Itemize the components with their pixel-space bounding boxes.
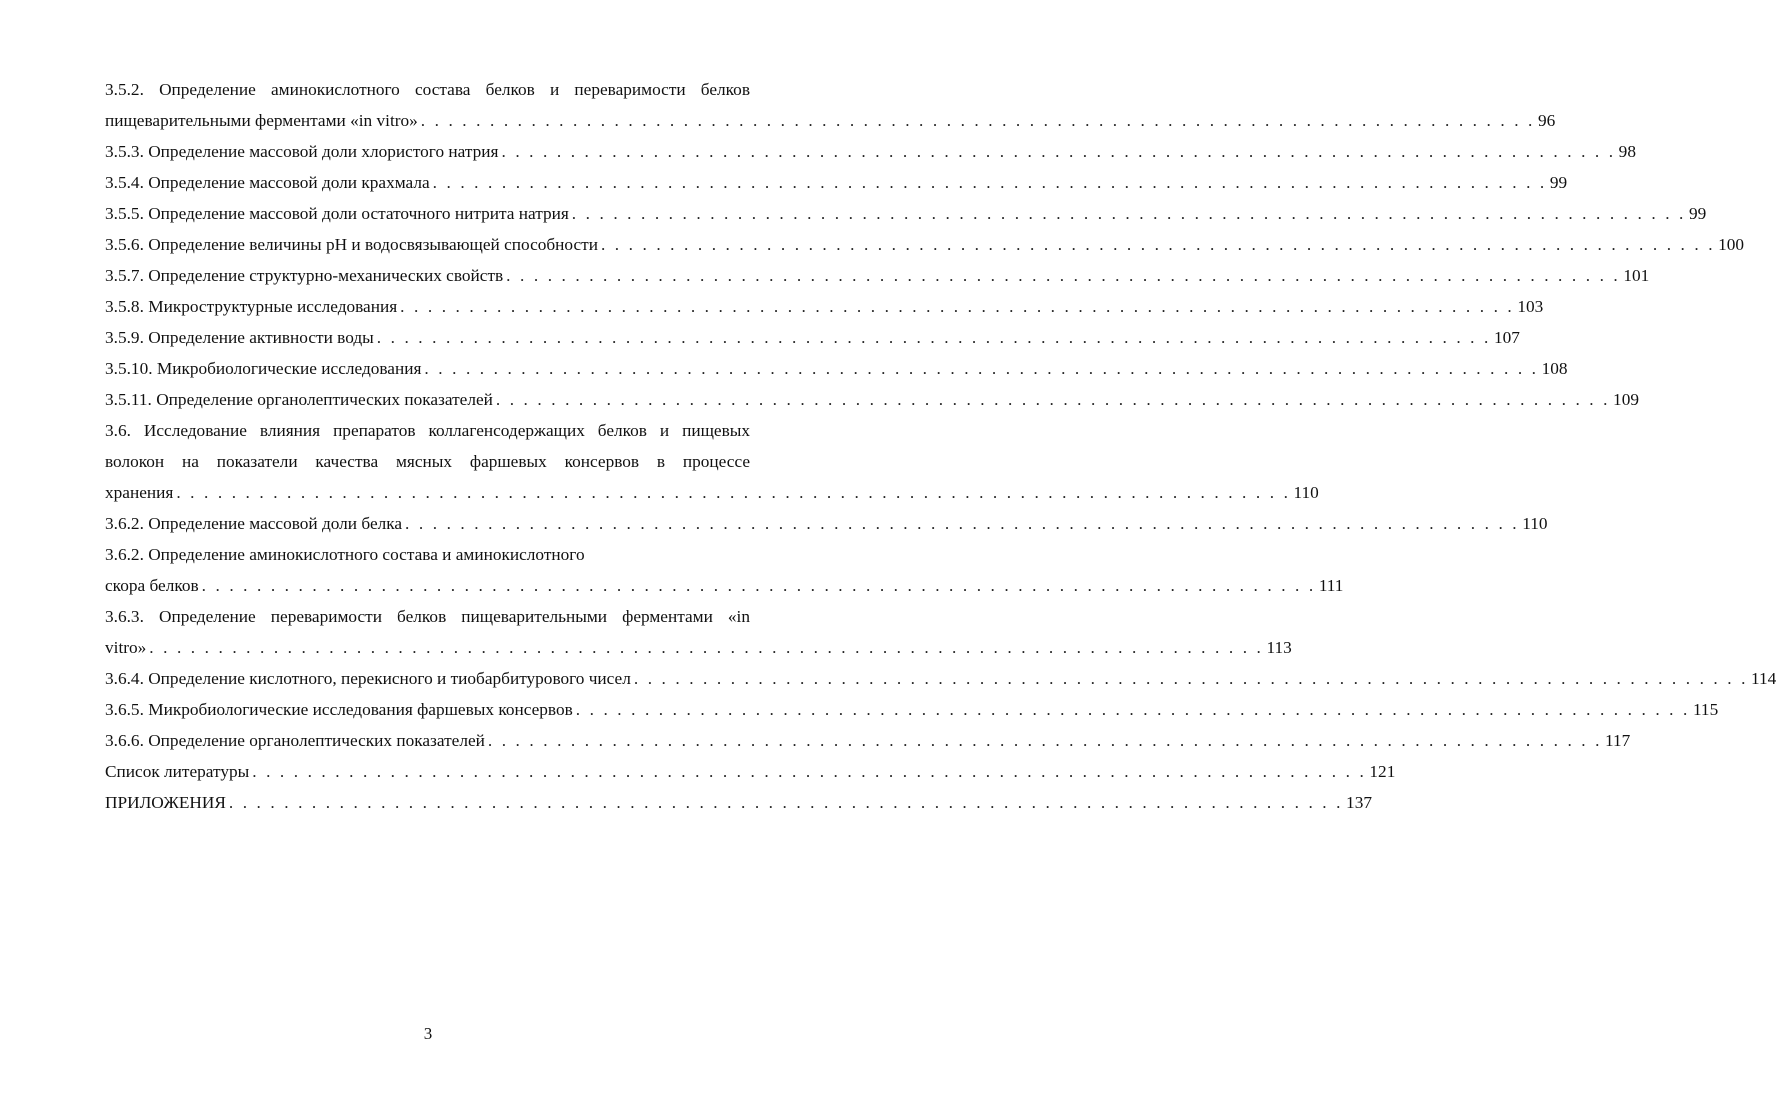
toc-entry: [105, 291, 1544, 322]
toc-page-number: 107: [1493, 328, 1520, 347]
leader-dots: . . . . . . . . . . . . . . . . . . . . . . . . . . . . . . . . . . . . . . . . . . . . . . . . . . . . . . . . . . . . . . . . . . . . . . . . . . . . . . . . .: [400, 297, 1515, 316]
toc-entry: [105, 508, 1548, 539]
leader-dots: . . . . . . . . . . . . . . . . . . . . . . . . . . . . . . . . . . . . . . . . . . . . . . . . . . . . . . . . . . . . . . . . . . . . . . . . . . . . . . . . .: [571, 204, 1686, 223]
toc-entry-last-line: [105, 632, 1292, 663]
page-number: 3: [423, 1024, 433, 1043]
toc-page-number: 96: [1537, 111, 1556, 130]
toc-page-number: 110: [1293, 483, 1319, 502]
toc-page-number: 109: [1613, 390, 1639, 409]
toc-page-number: 98: [1618, 142, 1636, 161]
leader-dots: . . . . . . . . . . . . . . . . . . . . . . . . . . . . . . . . . . . . . . . . . . . . . . . . . . . . . . . . . . . . . . . . . . . . . . . . . . . . . . . . .: [424, 359, 1539, 378]
toc-entry: [105, 260, 1650, 291]
toc-entry-title: 3.5.11. Определение органолептических показателей: [105, 390, 493, 409]
toc-entry-last-line: [105, 136, 1636, 167]
toc-entry-title: 3.5.3. Определение массовой доли хлористого натрия: [105, 142, 499, 161]
leader-dots: . . . . . . . . . . . . . . . . . . . . . . . . . . . . . . . . . . . . . . . . . . . . . . . . . . . . . . . . . . . . . . . . . . . . . . . . . . . . . . . . .: [495, 390, 1611, 409]
toc-entry-last-line: [105, 167, 1568, 198]
leader-dots: . . . . . . . . . . . . . . . . . . . . . . . . . . . . . . . . . . . . . . . . . . . . . . . . . . . . . . . . . . . . . . . . . . . . . . . . . . . . . . . . .: [432, 173, 1547, 192]
toc-entry: [105, 725, 1631, 756]
toc-entry: [105, 663, 1776, 694]
toc-page-number: 108: [1541, 359, 1568, 378]
leader-dots: . . . . . . . . . . . . . . . . . . . . . . . . . . . . . . . . . . . . . . . . . . . . . . . . . . . . . . . . . . . . . . . . . . . . . . . . . . . . . . . . .: [405, 514, 1520, 533]
toc-entry: [105, 322, 1520, 353]
leader-dots: . . . . . . . . . . . . . . . . . . . . . . . . . . . . . . . . . . . . . . . . . . . . . . . . . . . . . . . . . . . . . . . . . . . . . . . . . . . . . . . . .: [506, 266, 1621, 285]
toc-entry-title: хранения: [105, 483, 174, 502]
toc-entry-last-line: [105, 105, 1556, 136]
toc-entry-last-line: [105, 570, 1344, 601]
toc-entry-last-line: [105, 322, 1520, 353]
toc-page-number: 99: [1549, 173, 1568, 192]
toc-entry-last-line: [105, 384, 1639, 415]
leader-dots: . . . . . . . . . . . . . . . . . . . . . . . . . . . . . . . . . . . . . . . . . . . . . . . . . . . . . . . . . . . . . . . . . . . . . . . . . . . . . . . . .: [633, 669, 1749, 688]
toc-page-number: 115: [1692, 700, 1719, 719]
toc-page-number: 99: [1688, 204, 1707, 223]
leader-dots: . . . . . . . . . . . . . . . . . . . . . . . . . . . . . . . . . . . . . . . . . . . . . . . . . . . . . . . . . . . . . . . . . . . . . . . . . . . . . . . . .: [420, 111, 1535, 130]
toc-entry: [105, 198, 1707, 229]
toc-entry-title: 3.6.6. Определение органолептических показателей: [105, 731, 485, 750]
leader-dots: . . . . . . . . . . . . . . . . . . . . . . . . . . . . . . . . . . . . . . . . . . . . . . . . . . . . . . . . . . . . . . . . . . . . . . . . . . . . . . . . .: [149, 638, 1264, 657]
toc-page-number: 114: [1751, 669, 1776, 688]
leader-dots: . . . . . . . . . . . . . . . . . . . . . . . . . . . . . . . . . . . . . . . . . . . . . . . . . . . . . . . . . . . . . . . . . . . . . . . . . . . . . . . . .: [501, 142, 1616, 161]
toc-entry: [105, 415, 1319, 508]
toc-entry-last-line: [105, 694, 1719, 725]
toc-entry-title: скора белков: [105, 576, 199, 595]
toc-page-number: 101: [1623, 266, 1650, 285]
toc-entry-title: 3.5.4. Определение массовой доли крахмала: [105, 173, 430, 192]
leader-dots: . . . . . . . . . . . . . . . . . . . . . . . . . . . . . . . . . . . . . . . . . . . . . . . . . . . . . . . . . . . . . . . . . . . . . . . . . . . . . . . . .: [600, 235, 1716, 254]
toc-entry: [105, 539, 1344, 601]
toc-entry-last-line: [105, 756, 1396, 787]
toc-page-number: 100: [1718, 235, 1745, 254]
toc-entry-title: 3.6.5. Микробиологические исследования фаршевых консервов: [105, 700, 573, 719]
toc-entry-last-line: [105, 353, 1568, 384]
toc-line: волокон на показатели качества мясных фаршевых консервов в процессе: [105, 452, 750, 471]
toc-entry: [105, 694, 1719, 725]
leader-dots: . . . . . . . . . . . . . . . . . . . . . . . . . . . . . . . . . . . . . . . . . . . . . . . . . . . . . . . . . . . . . . . . . . . . . . . . . . . . . . . . .: [376, 328, 1491, 347]
toc-entry-title: 3.5.9. Определение активности воды: [105, 328, 374, 347]
toc-entry-title: 3.5.10. Микробиологические исследования: [105, 359, 422, 378]
toc-page-number: 103: [1517, 297, 1544, 316]
toc-entry: [105, 167, 1568, 198]
toc-line: 3.6.3. Определение переваримости белков пищеварительными ферментами «in: [105, 607, 750, 626]
toc-entry-title: 3.5.8. Микроструктурные исследования: [105, 297, 398, 316]
toc-entry-last-line: [105, 291, 1544, 322]
toc-entry-last-line: [105, 198, 1707, 229]
toc-entry-last-line: [105, 229, 1745, 260]
toc-page-number: 111: [1318, 576, 1344, 595]
toc-entry-last-line: [105, 663, 1776, 694]
toc-entry: [105, 74, 1556, 136]
toc-entry-title: 3.5.7. Определение структурно-механических свойств: [105, 266, 504, 285]
toc-page-number: 113: [1266, 638, 1292, 657]
toc-page-number: 121: [1369, 762, 1396, 781]
toc-entry-last-line: [105, 725, 1631, 756]
toc-entry-title: vitro»: [105, 638, 147, 657]
toc-entry: [105, 136, 1636, 167]
toc-entry-title: ПРИЛОЖЕНИЯ: [105, 793, 226, 812]
toc-entry-title: 3.6.4. Определение кислотного, перекисного и тиобарбитурового чисел: [105, 669, 631, 688]
toc-entry: [105, 756, 1396, 787]
leader-dots: . . . . . . . . . . . . . . . . . . . . . . . . . . . . . . . . . . . . . . . . . . . . . . . . . . . . . . . . . . . . . . . . . . . . . . . . . . . . . . . . .: [575, 700, 1690, 719]
toc-entry-last-line: [105, 508, 1548, 539]
toc-entry: [105, 787, 1372, 818]
leader-dots: . . . . . . . . . . . . . . . . . . . . . . . . . . . . . . . . . . . . . . . . . . . . . . . . . . . . . . . . . . . . . . . . . . . . . . . . . . . . . . . . .: [228, 793, 1344, 812]
table-of-contents: [105, 74, 1776, 818]
leader-dots: . . . . . . . . . . . . . . . . . . . . . . . . . . . . . . . . . . . . . . . . . . . . . . . . . . . . . . . . . . . . . . . . . . . . . . . . . . . . . . . . .: [487, 731, 1603, 750]
toc-line: 3.6.2. Определение аминокислотного состава и аминокислотного: [105, 545, 585, 564]
leader-dots: . . . . . . . . . . . . . . . . . . . . . . . . . . . . . . . . . . . . . . . . . . . . . . . . . . . . . . . . . . . . . . . . . . . . . . . . . . . . . . . . .: [176, 483, 1291, 502]
toc-page-number: 117: [1605, 731, 1631, 750]
toc-entry-last-line: [105, 477, 1319, 508]
toc-line: 3.5.2. Определение аминокислотного состава белков и переваримости белков: [105, 80, 750, 99]
toc-entry: [105, 229, 1745, 260]
toc-entry-title: 3.5.5. Определение массовой доли остаточного нитрита натрия: [105, 204, 569, 223]
toc-entry: [105, 601, 1292, 663]
toc-entry-title: Список литературы: [105, 762, 250, 781]
toc-entry: [105, 353, 1568, 384]
toc-entry: [105, 384, 1639, 415]
toc-entry-title: 3.6.2. Определение массовой доли белка: [105, 514, 403, 533]
leader-dots: . . . . . . . . . . . . . . . . . . . . . . . . . . . . . . . . . . . . . . . . . . . . . . . . . . . . . . . . . . . . . . . . . . . . . . . . . . . . . . . . .: [252, 762, 1367, 781]
toc-page-number: 110: [1522, 514, 1548, 533]
leader-dots: . . . . . . . . . . . . . . . . . . . . . . . . . . . . . . . . . . . . . . . . . . . . . . . . . . . . . . . . . . . . . . . . . . . . . . . . . . . . . . . . .: [201, 576, 1316, 595]
toc-entry-title: 3.5.6. Определение величины рН и водосвязывающей способности: [105, 235, 598, 254]
toc-line: 3.6. Исследование влияния препаратов коллагенсодержащих белков и пищевых: [105, 421, 750, 440]
toc-entry-last-line: [105, 787, 1372, 818]
toc-page-number: 137: [1346, 793, 1372, 812]
toc-entry-last-line: [105, 260, 1650, 291]
toc-entry-title: пищеварительными ферментами «in vitro»: [105, 111, 418, 130]
